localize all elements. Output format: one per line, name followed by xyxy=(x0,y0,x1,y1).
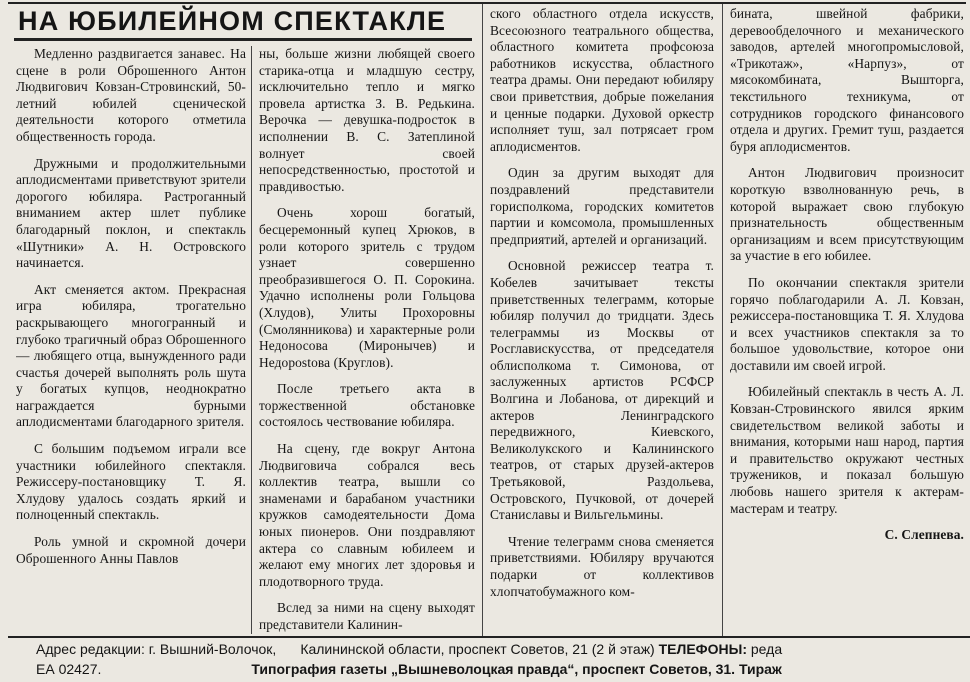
article-column-4 xyxy=(730,6,964,634)
paragraph: Дружными и продолжительными аплодисментами приветствуют зрители дорогого юбиляра. Растроганный вниманием актер шлет публике благодарный поклон, и спектакль «Шутники» А. Н. Островского начинается. xyxy=(16,155,246,271)
address-region: Калининской области, проспект Советов, 21 (2 й этаж) xyxy=(300,641,655,657)
paragraph: Один за другим выходят для поздравлений представители горисполкома, городских комитетов партии и комсомола, промышленных предприятий, артелей и организаций. xyxy=(490,165,714,247)
column-divider xyxy=(722,4,723,636)
paragraph: Антон Людвигович произносит короткую взволнованную речь, в которой выражает свою глубокую признательность общественным организациям и всем присутствующим за участие в его юбилее. xyxy=(730,165,964,264)
paragraph: Акт сменяется актом. Прекрасная игра юбиляра, трогательно раскрывающего многогранный и глубоко трагичный образ Оброшенного — любящего отца, вынужденного ради счастья дочерей выполнять роль шута у богатых купцов, неоднократно награждается бурными аплодисментами благодарного зрителя. xyxy=(16,281,246,430)
paragraph: Медленно раздвигается занавес. На сцене в роли Оброшенного Антон Людвигович Ковзан-Стровинский, 50-летний юбилей сценической деятельности которого отметила общественность города. xyxy=(16,46,246,144)
paragraph: На сцену, где вокруг Антона Людвиговича собрался весь коллектив театра, вышли со знаменами и барабаном участники кружков самодеятельности Дома юных пионеров. Они поздравляют актера со славным юбилеем и желают ему многих лет здоровья и плодотворного труда. xyxy=(259,441,475,589)
paragraph: По окончании спектакля зрители горячо поблагодарили А. Л. Ковзан, режиссера-постановщика Т. Я. Хлудова и всех участников спектакля за то большое удовольствие, которое они доставили им своей игрой. xyxy=(730,274,964,373)
printer-info: Типография газеты „Вышневолоцкая правда“, проспект Советов, 31. Тираж xyxy=(251,661,782,677)
column-divider xyxy=(251,46,252,634)
paragraph: бината, швейной фабрики, деревообделочного и механического заводов, артелей многопромысловой, «Трикотаж», «Нарпуз», от мясокомбината, Вышторга, текстильного техникума, от сотрудников городского финансового отдела и других. Гремит туш, раздается буря аплодисментов. xyxy=(730,6,964,154)
paragraph: Юбилейный спектакль в честь А. Л. Ковзан-Стровинского явился ярким свидетельством великой заботы и внимания, которыми наш народ, партия и правительство окружают честных тружеников, и показал большую любовь нашего зрителя к актерам-мастерам и театру. xyxy=(730,384,964,516)
paragraph: Очень хорош богатый, бесцеремонный купец Хрюков, в роли которого зритель с трудом узнает совершенно преобразившегося О. П. Сорокина. Удачно исполнены роли Гольцова (Хлудов), Улиты Прохоровны (Смолянникова) и характерные роли Недоносова (Миронычев) и Недорostова (Круглов). xyxy=(259,205,475,370)
author-signature: С. Слепнева. xyxy=(884,527,964,543)
column-divider xyxy=(482,4,483,636)
footer-address-line xyxy=(36,640,970,658)
phones-label: ТЕЛЕФОНЫ: xyxy=(658,641,747,657)
paragraph: ского областного отдела искусств, Всесоюзного театрального общества, областного комитета профсоюза работников искусства, областного театра драмы. Они передают юбиляру свои приветствия, добрые пожелания и ценные подарки. Духовой оркестр исполняет туш, зал потрясает гром аплодисментов. xyxy=(490,6,714,154)
top-rule xyxy=(8,2,966,4)
footer-rule xyxy=(8,636,970,638)
address-label: Адрес редакции: г. Вышний-Волочок, xyxy=(36,641,277,657)
paragraph: С большим подъемом играли все участники юбилейного спектакля. Режиссеру-постановщику Т. Я. Хлудову удалось создать яркий и полноценный спектакль. xyxy=(16,441,246,523)
paragraph: Чтение телеграмм снова сменяется приветствиями. Юбиляру вручаются подарки от коллективов хлопчатобумажного ком- xyxy=(490,533,714,599)
paragraph: Роль умной и скромной дочери Оброшенного Анны Павлов xyxy=(16,534,246,566)
headline-rule xyxy=(14,38,472,41)
footer-printer-line xyxy=(36,660,970,678)
article-column-3 xyxy=(490,6,714,634)
article-column-1 xyxy=(16,46,246,634)
issue-code: ЕА 02427. xyxy=(36,661,102,677)
phones-cut: реда xyxy=(750,641,783,657)
article-headline: НА ЮБИЛЕЙНОМ СПЕКТАКЛЕ xyxy=(18,6,447,36)
paragraph: Основной режиссер театра т. Кобелев зачитывает тексты приветственных телеграмм, которые юбиляр получил до тридцати. Здесь телеграммы из Москвы от Росглавискусства, от председателя облисполкома т. Симонова, от заслуженных артистов РСФСР Волгина и Лобанова, от дирекций и актеров Ленинградского передвижного, Киевского, Великолукского и Калининского театров, от старых друзей-актеров Третьяковой, Раздольева, Островского, Пучковой, от дочерей Станиславы и Вильгельмины. xyxy=(490,258,714,523)
paragraph: ны, больше жизни любящей своего старика-отца и младшую сестру, исключительно тепло и мягко провела артистка З. В. Редькина. Верочка — девушка-подросток в исполнении В. С. Затеплиной волнует своей непосредственностью, простотой и правдивостью. xyxy=(259,46,475,194)
paragraph: После третьего акта в торжественной обстановке состоялось чествование юбиляра. xyxy=(259,381,475,430)
paragraph: Вслед за ними на сцену выходят представители Калинин- xyxy=(259,600,475,632)
article-column-2 xyxy=(259,46,475,634)
